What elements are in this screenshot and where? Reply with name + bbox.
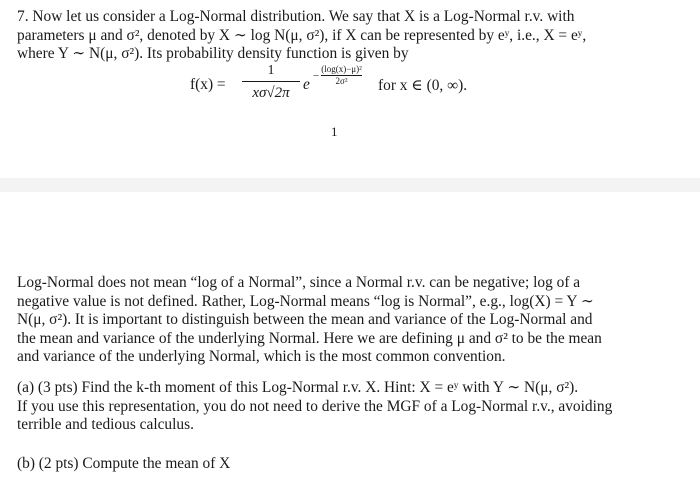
- part-a: [17, 379, 683, 435]
- page-2: [0, 192, 700, 477]
- page-1: [0, 0, 700, 178]
- pdf-formula: [190, 62, 510, 108]
- explanation-line-2: negative value is not defined. Rather, Log-Normal means “log is Normal”, e.g., log(X) = Y ∼: [17, 292, 594, 310]
- explanation-line-3: N(μ, σ²). It is important to distinguish between the mean and variance of the Log-Normal and: [17, 311, 593, 328]
- part-a-line-3: terrible and tedious calculus.: [17, 416, 194, 433]
- part-a-line-1: (a) (3 pts) Find the k-th moment of this Log-Normal r.v. X. Hint: X = eʸ with Y ∼ N(μ, σ²).: [17, 379, 579, 396]
- formula-denominator: xσ√2π: [252, 85, 290, 101]
- exponential-base: e: [303, 76, 310, 93]
- formula-numerator: 1: [267, 63, 275, 78]
- part-b: [17, 455, 683, 474]
- intro-line-3: where Y ∼ N(μ, σ²). Its probability density function is given by: [17, 45, 409, 62]
- page-separator: [0, 178, 700, 192]
- lognormal-explanation: [17, 274, 683, 367]
- problem-intro: [17, 8, 683, 64]
- formula-domain: for x ∈ (0, ∞).: [378, 77, 468, 94]
- exponent-denominator: 2σ²: [335, 76, 348, 86]
- explanation-line-5: and variance of the underlying Normal, which is the most common convention.: [17, 348, 506, 365]
- exponent-sign: −: [313, 69, 320, 82]
- exponent: [313, 65, 362, 86]
- exponent-fraction: [321, 65, 362, 86]
- intro-line-2: parameters μ and σ², denoted by X ∼ log N(μ, σ²), if X can be represented by eʸ, i.e., X = eʸ,: [17, 26, 587, 44]
- explanation-line-4: the mean and variance of the underlying Normal. Here we are defining μ and σ² to be the mean: [17, 329, 602, 347]
- page-number: 1: [331, 124, 338, 139]
- formula-lhs: f(x) =: [190, 76, 226, 93]
- part-a-line-2: If you use this representation, you do not need to derive the MGF of a Log-Normal r.v., avoiding: [17, 397, 613, 415]
- part-b-line-1: (b) (2 pts) Compute the mean of X: [17, 455, 231, 472]
- explanation-line-1: Log-Normal does not mean “log of a Normal”, since a Normal r.v. can be negative; log of a: [17, 274, 581, 291]
- intro-line-1: 7. Now let us consider a Log-Normal distribution. We say that X is a Log-Normal r.v. with: [17, 8, 575, 25]
- formula-fraction: [242, 62, 300, 103]
- exponent-numerator: (log(x)−μ)²: [321, 64, 362, 74]
- fraction-bar: [242, 81, 300, 82]
